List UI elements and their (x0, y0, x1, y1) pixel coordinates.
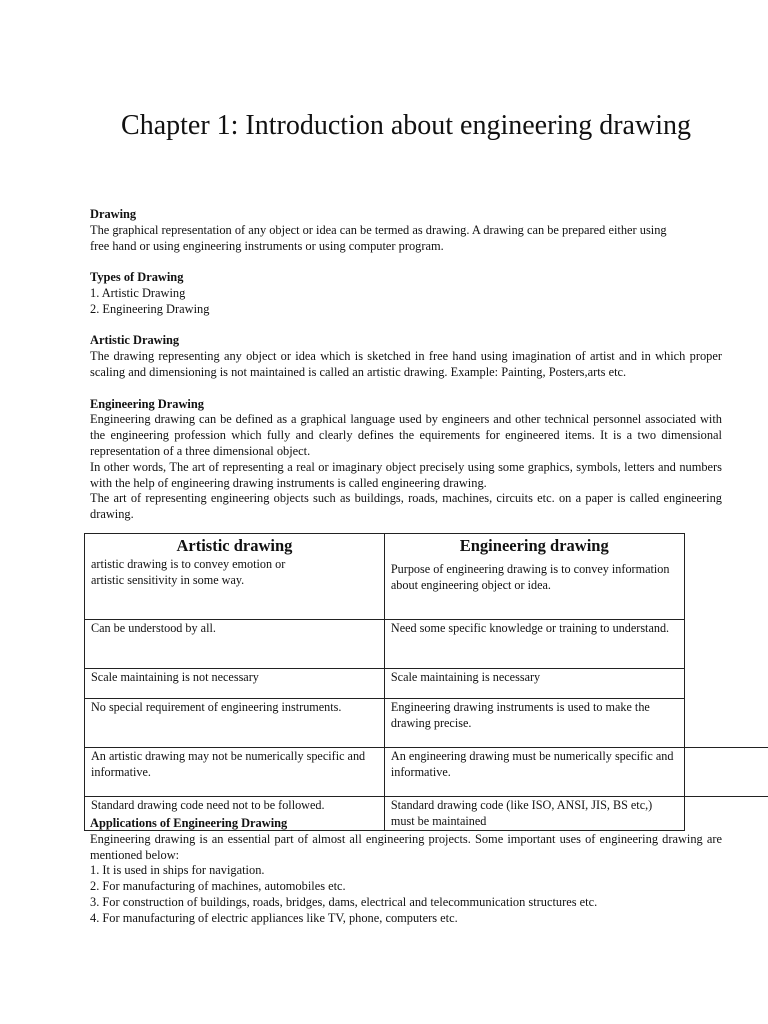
table-cell-engineering: An engineering drawing must be numerically specific and informative. (384, 748, 684, 797)
table-cell-artistic: Can be understood by all. (85, 620, 385, 669)
types-heading: Types of Drawing (90, 270, 184, 285)
applications-section (90, 816, 722, 927)
cell-text: Purpose of engineering drawing is to convey information about engineering object or idea. (390, 562, 670, 592)
table-cell-artistic: Scale maintaining is not necessary (85, 669, 385, 699)
artistic-heading: Artistic Drawing (90, 333, 180, 348)
intro-sections (90, 207, 722, 523)
table-cell-engineering: Scale maintaining is necessary (384, 669, 684, 699)
engineering-heading: Engineering Drawing (90, 396, 204, 411)
table-cell-artistic: Standard drawing code need not to be followed. (85, 797, 385, 831)
types-item: 1. Artistic Drawing (90, 285, 186, 300)
column-header-engineering: Engineering drawing (459, 536, 609, 555)
engineering-paragraph: The art of representing engineering objects such as buildings, roads, machines, circuits etc. on a paper is called engineering drawing. (90, 491, 722, 522)
table-cell-engineering: Engineering drawing instruments is used to make the drawing precise. (384, 699, 684, 748)
table-row (85, 699, 768, 748)
cell-text: artistic drawing is to convey emotion or artistic sensitivity in some way. (91, 557, 286, 587)
table-row (85, 534, 768, 620)
table-row (85, 748, 768, 797)
table-cell-engineering (384, 534, 684, 620)
table-row (85, 669, 768, 699)
comparison-table (84, 533, 768, 831)
table-cell-artistic (85, 534, 385, 620)
artistic-text: The drawing representing any object or idea which is sketched in free hand using imagination of artist and in which proper scaling and dimensioning is not maintained is called an artistic drawing. Example: Painting, Posters,arts etc. (90, 349, 722, 379)
table-cell-engineering: Need some specific knowledge or training to understand. (384, 620, 684, 669)
drawing-heading: Drawing (90, 207, 137, 221)
engineering-paragraph: In other words, The art of representing a real or imaginary object precisely using some graphics, symbols, letters and numbers with the help of engineering drawing instruments is called engineering drawing. (90, 459, 722, 490)
table-row (85, 620, 768, 669)
applications-heading: Applications of Engineering Drawing (90, 816, 288, 830)
engineering-paragraph: Engineering drawing can be defined as a graphical language used by engineers and other technical personnel associated with the engineering profession which fully and clearly defines the equirements for engineered items. It is a two dimensional representation of a three dimensional object. (90, 412, 722, 458)
types-item: 2. Engineering Drawing (90, 301, 210, 316)
applications-item: 1. It is used in ships for navigation. (90, 863, 265, 878)
column-header-artistic: Artistic drawing (176, 536, 293, 555)
table-cell-artistic: No special requirement of engineering instruments. (85, 699, 385, 748)
applications-intro: Engineering drawing is an essential part of almost all engineering projects. Some important uses of engineering drawing are mentioned below: (90, 831, 722, 862)
applications-item: 2. For manufacturing of machines, automobiles etc. (90, 879, 346, 894)
table-cell-artistic: An artistic drawing may not be numerically specific and informative. (85, 748, 385, 797)
table-cell-engineering: Standard drawing code (like ISO, ANSI, JIS, BS etc,) must be maintained (384, 797, 684, 831)
applications-item: 3. For construction of buildings, roads, bridges, dams, electrical and telecommunication structures etc. (90, 894, 598, 909)
applications-item: 4. For manufacturing of electric appliances like TV, phone, computers etc. (90, 910, 458, 925)
drawing-text: The graphical representation of any object or idea can be termed as drawing. A drawing can be prepared either using free hand or using engineering instruments or using computer program. (90, 222, 667, 253)
page-title: Chapter 1: Introduction about engineering drawing (121, 110, 691, 141)
